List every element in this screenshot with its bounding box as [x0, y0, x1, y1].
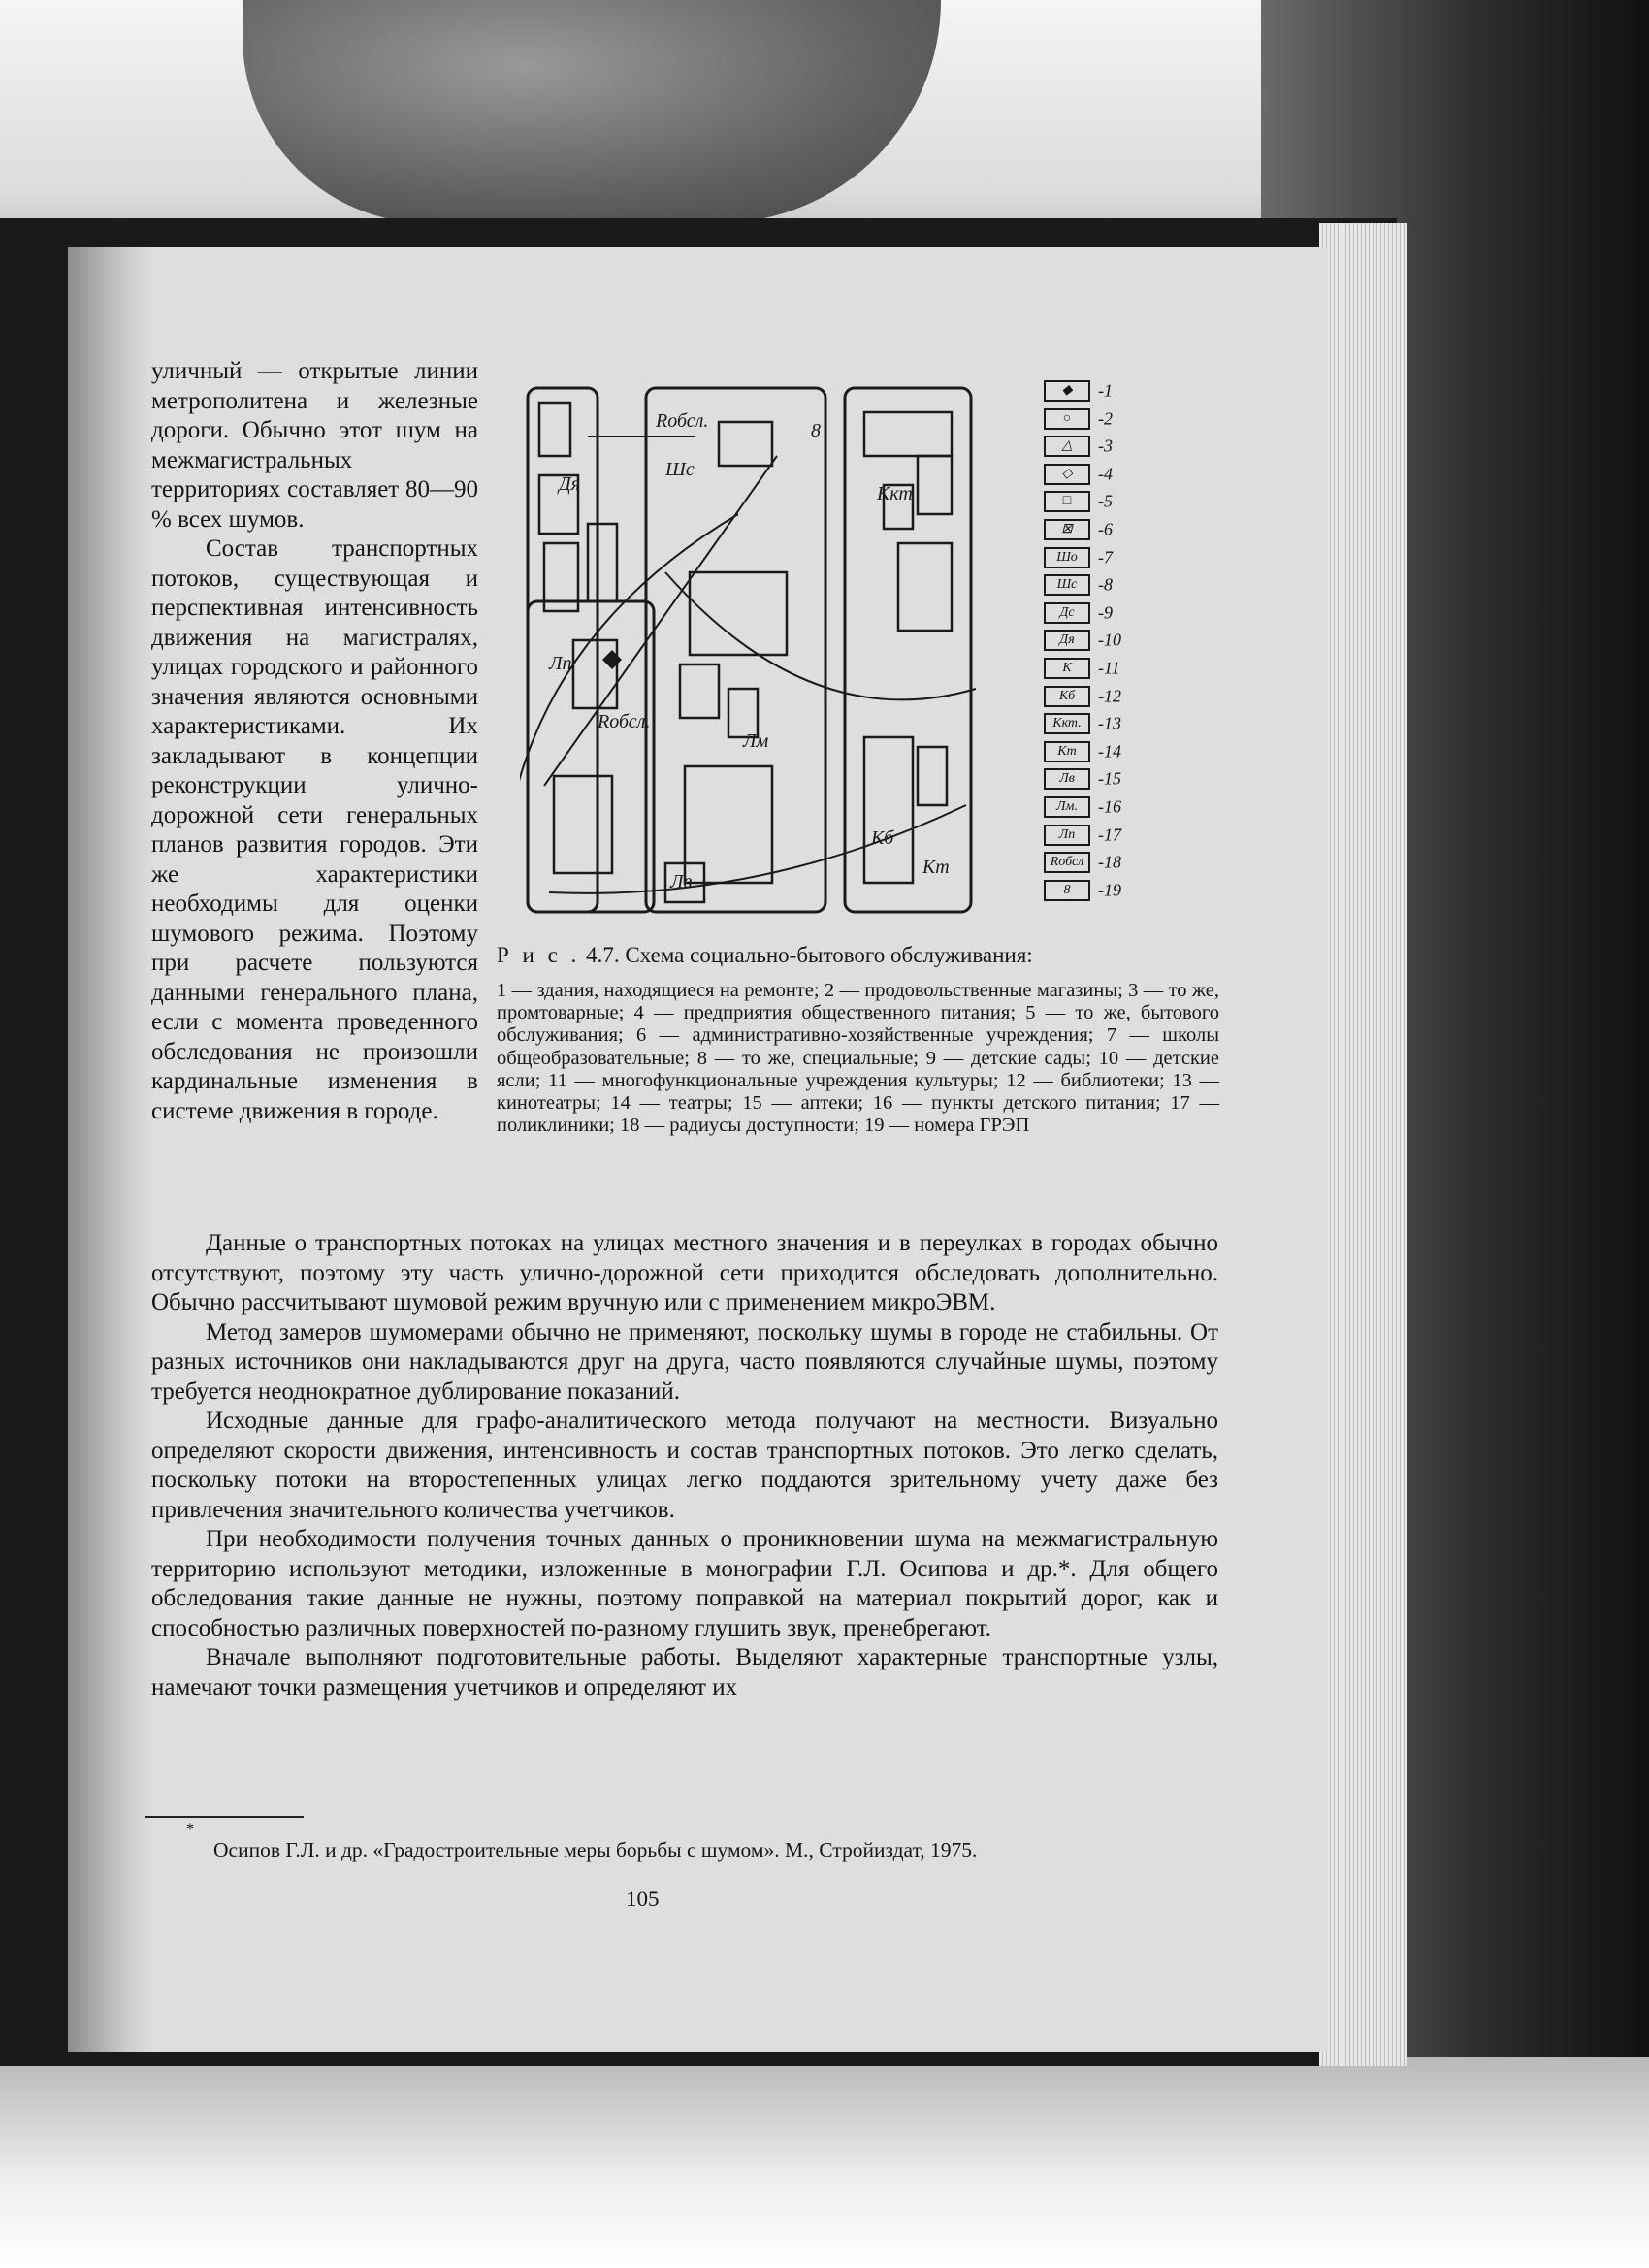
legend-label: -8: [1098, 574, 1113, 595]
map-label: 8: [811, 420, 821, 441]
map-label: Шс: [665, 459, 695, 480]
block-left-lower: [528, 601, 654, 912]
map-label: Ккт: [877, 483, 913, 504]
legend-item: [1044, 686, 1121, 707]
legend-symbol: Шс: [1044, 574, 1090, 596]
background-bottom: [0, 2057, 1649, 2268]
building: [864, 412, 952, 456]
paragraph: Вначале выполняют подготовительные работы. Выделяют характерные транспортные узлы, намечают точки размещения учетчиков и определяют их: [151, 1644, 1218, 1701]
left-column-text: [151, 357, 478, 1126]
legend-item: [1044, 491, 1113, 512]
footnote: Осипов Г.Л. и др. «Градостроительные меры борьбы с шумом». М., Стройиздат, 1975.: [213, 1838, 978, 1862]
legend-label: -2: [1098, 408, 1113, 429]
legend-item: [1044, 408, 1113, 430]
main-text: [151, 1229, 1218, 1702]
building: [898, 543, 952, 631]
legend-label: -18: [1098, 852, 1121, 872]
legend-symbol: Лв: [1044, 768, 1090, 790]
map-label: Лп: [549, 653, 572, 674]
legend-symbol: Лм.: [1044, 796, 1090, 818]
symbol-diamond: [602, 650, 622, 669]
legend-item: [1044, 519, 1113, 540]
legend-label: -4: [1098, 464, 1113, 484]
legend-symbol: 8: [1044, 880, 1090, 901]
legend-label: -5: [1098, 491, 1113, 511]
legend-label: -3: [1098, 436, 1113, 456]
legend-item: [1044, 380, 1113, 402]
legend-item: [1044, 464, 1113, 485]
map-label: Rобсл.: [656, 410, 709, 432]
legend-symbol: ◆: [1044, 380, 1090, 402]
legend-item: [1044, 574, 1113, 596]
legend-item: [1044, 658, 1120, 679]
legend-symbol: ◇: [1044, 464, 1090, 485]
legend-item: [1044, 741, 1121, 762]
radius-arc: [665, 572, 976, 699]
legend-label: -19: [1098, 880, 1121, 900]
caption-title: Р и с . 4.7. Схема социально-бытового обслуживания:: [497, 943, 1033, 967]
legend-item: [1044, 436, 1113, 457]
building: [918, 456, 952, 514]
legend-symbol: Кб: [1044, 686, 1090, 707]
legend-symbol: Лп: [1044, 825, 1090, 846]
legend-label: -17: [1098, 825, 1121, 845]
building: [685, 766, 772, 883]
legend-label: -13: [1098, 713, 1121, 733]
paragraph: При необходимости получения точных данных о проникновении шума на межмагистральную территорию используют методики, изложенные в монографии Г.Л. Осипова и др.*. Для общего обследования такие данные не нужны, поэтому поправкой на материал покрытий дорог, как и способностью различных поверхностей по-разному глушить звук, пренебрегают.: [151, 1526, 1218, 1641]
legend-label: -11: [1098, 658, 1120, 678]
legend-item: [1044, 880, 1121, 901]
paragraph: уличный — открытые линии метрополитена и железные дороги. Обычно этот шум на межмагистральных территориях составляет 80—90 % всех шумов.: [151, 358, 478, 533]
building: [573, 640, 617, 708]
building: [588, 524, 617, 601]
paragraph: Метод замеров шумомерами обычно не применяют, поскольку шумы в городе не стабильны. От разных источников они накладываются друг на друга, часто появляются случайные шумы, поэтому требуется неоднократное дублирование показаний.: [151, 1318, 1218, 1405]
legend-symbol: Дс: [1044, 602, 1090, 624]
caption-body: 1 — здания, находящиеся на ремонте; 2 — продовольственные магазины; 3 — то же, промтоварные; 4 — предприятия общественного питания; 5 — то же, бытового обслуживания; 6 — административно-хозяйственные учреждения; 7 — школы общеобразовательные; 8 — то же, специальные; 9 — детские сады; 10 — детские ясли; 11 — многофункциональные учреждения культуры; 12 — библиотеки; 13 — кинотеатры; 14 — театры; 15 — аптеки; 16 — пункты детского питания; 17 — поликлиники; 18 — радиусы доступности; 19 — номера ГРЭП: [497, 980, 1219, 1137]
building: [918, 747, 947, 805]
legend-label: -7: [1098, 547, 1113, 567]
book-page-edges: [1319, 223, 1406, 2066]
legend-label: -14: [1098, 741, 1121, 761]
footnote-mark: *: [186, 1821, 194, 1837]
legend-symbol: Ккт.: [1044, 713, 1090, 734]
legend-item: [1044, 602, 1113, 624]
legend-item: [1044, 796, 1121, 818]
paragraph: Исходные данные для графо-аналитического метода получают на местности. Визуально определяют скорости движения, интенсивность и состав транспортных потоков. Это легко сделать, поскольку потоки на второстепенных улицах легко поддаются зрительному учету даже без привлечения значительного количества учетчиков.: [151, 1408, 1218, 1523]
building: [690, 572, 787, 655]
paragraph: Состав транспортных потоков, существующая и перспективная интенсивность движения на магистралях, улицах городского и районного значения являются основными характеристиками. Их закладывают в концепции реконструкции улично-дорожной сети генеральных планов развития городов. Эти же характеристики необходимы для оценки шумового режима. Поэтому при расчете пользуются данными генерального плана, если с момента проведенного обследования не произошли кардинальные изменения в системе движения в городе.: [151, 535, 478, 1124]
legend-item: [1044, 852, 1121, 873]
map-label: Кт: [922, 857, 950, 878]
book-page: [68, 247, 1329, 2052]
legend-symbol: ○: [1044, 408, 1090, 430]
map-label: Лм: [743, 730, 769, 752]
legend-symbol: ⊠: [1044, 519, 1090, 540]
paragraph: Данные о транспортных потоках на улицах местного значения и в переулках в городах обычно отсутствуют, поэтому эту часть улично-дорожной сети приходится обследовать дополнительно. Обычно рассчитывают шумовой режим вручную или с применением микроЭВМ.: [151, 1230, 1218, 1315]
legend-item: [1044, 547, 1113, 568]
footnote-rule: [146, 1816, 304, 1818]
building: [680, 664, 719, 718]
block-left: [528, 388, 598, 912]
legend-symbol: Кт: [1044, 741, 1090, 762]
building: [539, 403, 570, 456]
building: [864, 737, 913, 883]
legend-item: [1044, 713, 1121, 734]
legend-label: -9: [1098, 602, 1113, 623]
legend-label: -15: [1098, 768, 1121, 789]
building: [719, 422, 772, 466]
legend-symbol: Rобсл: [1044, 852, 1090, 873]
map-label: Rобсл.: [598, 711, 651, 732]
legend-label: -1: [1098, 380, 1113, 401]
map-label: Кб: [871, 827, 894, 849]
legend-symbol: Шо: [1044, 547, 1090, 568]
legend-symbol: △: [1044, 436, 1090, 457]
legend-item: [1044, 768, 1121, 790]
legend-label: -16: [1098, 796, 1121, 817]
legend-label: -6: [1098, 519, 1113, 539]
legend-item: [1044, 630, 1121, 651]
figure-caption: [497, 943, 1219, 1137]
page-number: 105: [626, 1887, 660, 1911]
page-gutter-shade: [68, 247, 155, 2052]
map-label: Дя: [559, 473, 581, 495]
legend-symbol: Дя: [1044, 630, 1090, 651]
legend-item: [1044, 825, 1121, 846]
building: [554, 776, 612, 873]
legend-symbol: К: [1044, 658, 1090, 679]
legend-symbol: □: [1044, 491, 1090, 512]
legend-label: -10: [1098, 630, 1121, 650]
map-label: Лв: [670, 871, 693, 892]
legend-label: -12: [1098, 686, 1121, 706]
